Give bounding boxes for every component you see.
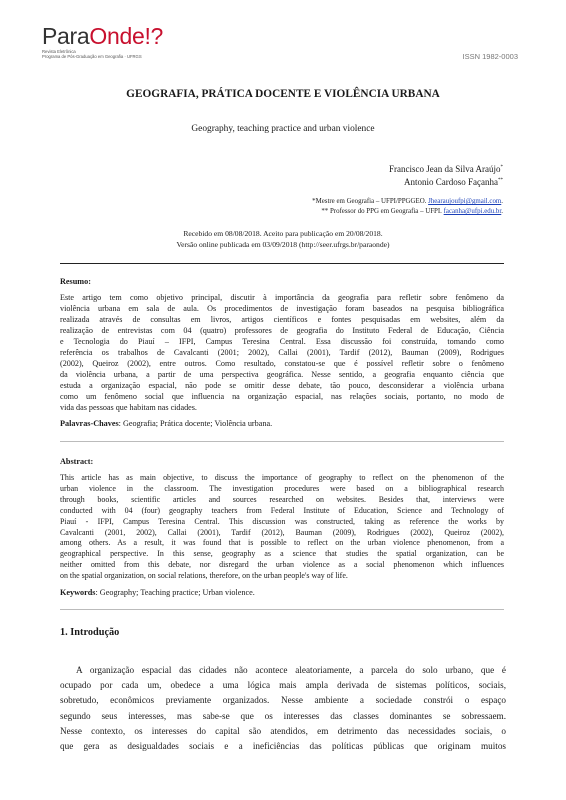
email-link[interactable]: Jhearaujoufpi@gmail.com: [428, 198, 502, 205]
email-link[interactable]: facanha@ufpi.edu.br: [443, 208, 502, 215]
palavras-chaves: Palavras-Chaves: Geografia; Prática docente; Violência urbana.: [60, 419, 273, 428]
logo-program: Programa de Pós-Graduação em Geografia · UFRGS: [42, 54, 142, 59]
resumo-text: Este artigo tem como objetivo principal, discutir à importância da geografia para refletir sobre fenômeno da violência urbana em sala de aula. Os procedimentos de investigação foram baseados na pesquisa bibliográfica realizada através de consultas em livros, artigos científicos e fontes pesquisadas em websites, além da realização de entrevistas com 04 (quatro) professores de geografia do Instituto Federal de Educação, Ciência e Tecnologia do Piauí – IFPI, Campus Teresina Central. Essa discussão foi construída, tomando como referência os trabalhos de Cavalcanti (2001; 2002), Callai (2001), Tardif (2012), Bauman (2009), Rodrigues (2002), Queiroz (2002), entre outros. Como resultado, constatou-se que é possível refletir sobre o fenômeno da violência urbana, a partir de uma perspectiva geográfica. Nesse sentido, a geografia enquanto ciência que estuda a organização espacial, não pode se omitir desse debate, tão pouco, desconsiderar a violência urbana como um fenômeno social que influencia na organização espacial, nas relações sociais, portanto, no modo de vida das pessoas que habitam nas cidades.: [60, 293, 504, 412]
affiliation-1: *Mestre em Geografia – UFPI/PPGGEO. Jhearaujoufpi@gmail.com.: [312, 198, 503, 205]
online-date: Versão online publicada em 03/09/2018 (http://seer.ufrgs.br/paraonde): [176, 240, 390, 249]
logo-para: Para: [42, 23, 90, 49]
logo-wordmark: [42, 24, 163, 48]
section-heading: 1. Introdução: [60, 627, 120, 638]
affiliation-2: ** Professor do PPG em Geografia – UFPI. facanha@ufpi.edu.br.: [321, 208, 503, 215]
intro-paragraph: A organização espacial das cidades não acontece aleatoriamente, a parcela do solo urbano, que é ocupado por cada um, obedece a uma lógica mais ampla derivada de sistemas políticos, sociais, sobretudo, econômicos previamente organizados. Nesse ambiente a sociedade constrói o espaço segundo seus interesses, mas sabe-se que os interesses das classes dominantes se sobressaem. Nesse contexto, os interesses do capital são atendidos, em detrimento das necessidades sociais, o que gera as desigualdades sociais e a ineficiências das políticas públicas que originam muitos: [60, 665, 506, 752]
keywords: Keywords: Geography; Teaching practice; Urban violence.: [60, 588, 255, 597]
divider: [60, 609, 504, 610]
author-1: Francisco Jean da Silva Araújo*: [389, 164, 503, 174]
article-title: GEOGRAFIA, PRÁTICA DOCENTE E VIOLÊNCIA URBANA: [126, 88, 440, 100]
abstract-text: This article has as main objective, to discuss the importance of geography to reflect on the phenomenon of the urban violence in the classroom. The investigation procedures were based on a bibliographical research through books, scientific articles and sources researched on websites. Besides that, interviews were conducted with 04 (four) geography teachers from Federal Institute of Education, Science and Technology of Piauí - IFPI, Campus Teresina Central. This discussion was constructed, taking as reference the works by Cavalcanti (2001, 2002), Callai (2001), Tardif (2012), Bauman (2009), Rodrigues (2002), Queiroz (2002), among others. As a result, it was found that is possible to reflect on the urban violence phenomenon, from a geographical perspective. In this sense, geography as a science that studies the spatial organization, can be neither omitted from this debate, nor disregard the urban violence as a social phenomenon which influences on the spatial organization, on social relations, therefore, on the urban people's way of life.: [60, 473, 504, 581]
issn: ISSN 1982-0003: [462, 52, 518, 61]
received-date: Recebido em 08/08/2018. Aceito para publicação em 20/08/2018.: [183, 229, 383, 238]
divider: [60, 263, 504, 264]
journal-logo: [42, 24, 163, 59]
article-subtitle: Geography, teaching practice and urban violence: [191, 124, 375, 134]
logo-onde: Onde!?: [89, 23, 164, 49]
author-2: Antonio Cardoso Façanha**: [404, 177, 503, 187]
divider: [60, 441, 504, 442]
abstract-heading: Abstract:: [60, 457, 94, 466]
logo-subtitle: Revista Eletrônica: [42, 49, 76, 54]
resumo-heading: Resumo:: [60, 277, 91, 286]
